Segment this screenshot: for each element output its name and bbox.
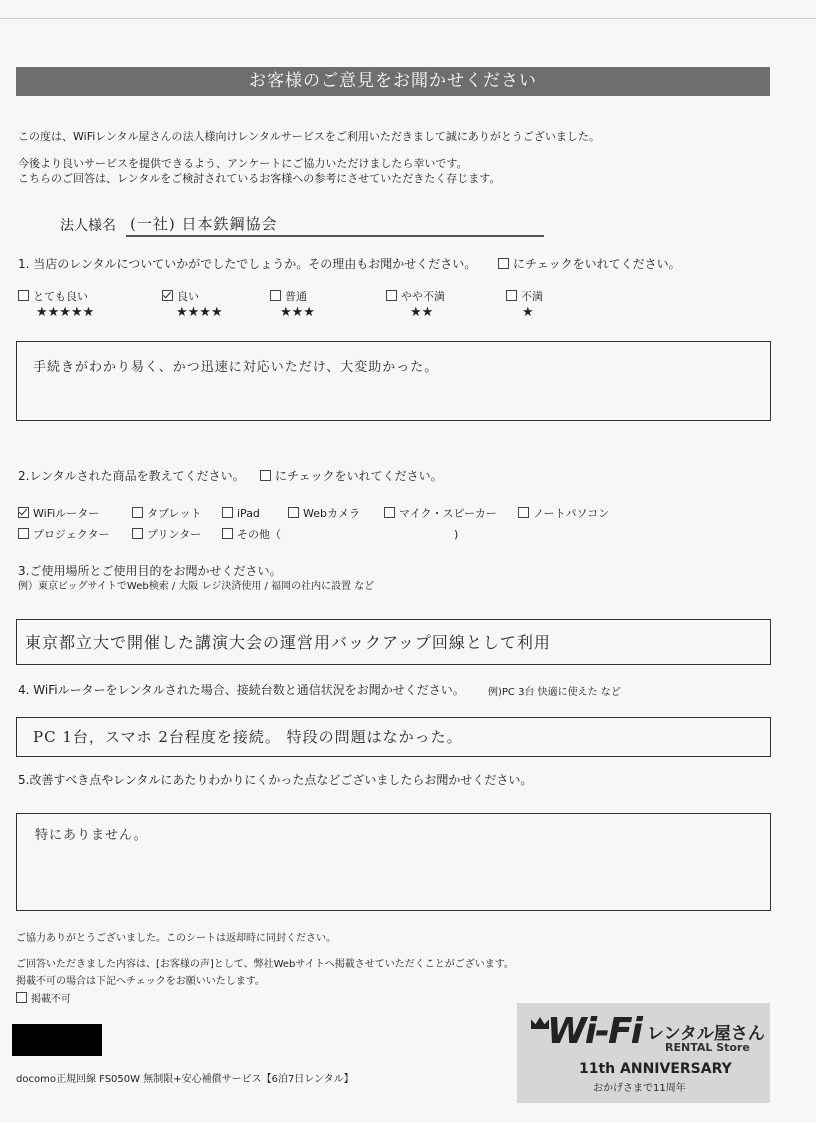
- intro-line-1: この度は、WiFiレンタル屋さんの法人様向けレンタルサービスをご利用いただきまして誠にありがとうございました。: [18, 130, 600, 143]
- q1-option-good-checkbox[interactable]: [162, 290, 173, 301]
- q1-option-somewhat-dissatisfied-label: やや不満: [401, 290, 445, 303]
- q2-option-other-label: その他（: [237, 528, 281, 541]
- footer-thanks: ご協力ありがとうございました。このシートは返却時に同封ください。: [16, 933, 336, 944]
- q1-note-text: にチェックをいれてください。: [513, 257, 681, 271]
- q2-note-text: にチェックをいれてください。: [275, 469, 443, 483]
- q1-option-normal-label: 普通: [285, 290, 307, 303]
- intro-line-2: 今後より良いサービスを提供できるよう、アンケートにご協力いただけましたら幸いです。: [18, 157, 468, 170]
- q2-option-projector[interactable]: [18, 528, 110, 541]
- page-title: お客様のご意見をお聞かせください: [16, 67, 770, 96]
- q3-answer-box[interactable]: [16, 619, 771, 665]
- q1-option-very-good-label: とても良い: [33, 290, 88, 303]
- q1-answer-text: 手続きがわかり易く、かつ迅速に対応いただけ、大変助かった。: [33, 360, 439, 375]
- q1-option-very-good-stars: ★★★★★: [36, 305, 95, 320]
- q1-option-good-stars: ★★★★: [176, 305, 223, 320]
- q2-note: [260, 470, 443, 483]
- q1-option-very-good[interactable]: [18, 290, 88, 303]
- no-publish-option[interactable]: [16, 992, 71, 1006]
- q2-option-mic-speaker-label: マイク・スピーカー: [399, 507, 497, 520]
- q4-question: 4. WiFiルーターをレンタルされた場合、接続台数と通信状況をお聞かせください。: [18, 683, 465, 697]
- q2-option-projector-checkbox[interactable]: [18, 528, 29, 539]
- q5-question: 5.改善すべき点やレンタルにあたりわかりにくかった点などございましたらお聞かせください。: [18, 773, 533, 787]
- q3-example: 例）東京ビッグサイトでWeb検索 / 大阪 レジ決済使用 / 福岡の社内に設置 など: [18, 581, 375, 592]
- logo-anniversary: 11th ANNIVERSARY: [579, 1061, 732, 1077]
- q1-option-dissatisfied-stars: ★: [522, 305, 534, 320]
- q1-option-dissatisfied[interactable]: [506, 290, 543, 303]
- top-border-line: [0, 18, 816, 19]
- store-logo: [517, 1003, 770, 1103]
- q5-answer-text: 特にありません。: [35, 828, 148, 843]
- company-name-label: 法人様名: [60, 218, 116, 234]
- q2-option-webcam-checkbox[interactable]: [288, 507, 299, 518]
- q1-question: 1. 当店のレンタルについていかがでしたでしょうか。その理由もお聞かせください。: [18, 257, 477, 271]
- no-publish-label: 掲載不可: [31, 994, 71, 1005]
- logo-rental: レンタル屋さん: [647, 1024, 765, 1044]
- q2-option-wifi-router-checkbox[interactable]: [18, 507, 29, 518]
- logo-thanks: おかげさまで11周年: [593, 1083, 686, 1094]
- footer-publish-2: 掲載不可の場合は下記へチェックをお願いいたします。: [16, 976, 265, 987]
- q2-option-tablet-label: タブレット: [147, 507, 202, 520]
- q2-option-projector-label: プロジェクター: [33, 528, 110, 541]
- intro-line-3: こちらのご回答は、レンタルをご検討されているお客様への参考にさせていただきたく存じます。: [18, 172, 501, 185]
- q1-option-normal-checkbox[interactable]: [270, 290, 281, 301]
- q4-answer-box[interactable]: [16, 717, 771, 757]
- q2-option-ipad[interactable]: [222, 507, 260, 520]
- q2-option-printer-label: プリンター: [147, 528, 202, 541]
- q1-answer-box[interactable]: [16, 341, 771, 421]
- q1-option-normal[interactable]: [270, 290, 307, 303]
- company-name-field[interactable]: [126, 213, 544, 237]
- q3-answer-text: 東京都立大で開催した講演大会の運営用バックアップ回線として利用: [25, 633, 551, 652]
- q1-note-checkbox-icon: [498, 258, 509, 269]
- q2-option-tablet[interactable]: [132, 507, 201, 520]
- q5-answer-box[interactable]: [16, 813, 771, 911]
- q1-option-normal-stars: ★★★: [280, 305, 315, 320]
- q1-note: [498, 258, 681, 271]
- q2-option-wifi-router-label: WiFiルーター: [33, 507, 100, 520]
- q1-option-dissatisfied-label: 不満: [521, 290, 543, 303]
- q2-option-laptop-label: ノートパソコン: [533, 507, 610, 520]
- q2-option-ipad-checkbox[interactable]: [222, 507, 233, 518]
- q1-option-very-good-checkbox[interactable]: [18, 290, 29, 301]
- q2-option-other-checkbox[interactable]: [222, 528, 233, 539]
- q2-option-mic-speaker[interactable]: [384, 507, 497, 520]
- q2-option-wifi-router[interactable]: [18, 507, 99, 520]
- q4-answer-text: PC 1台，スマホ 2台程度を接続。 特段の問題はなかった。: [33, 728, 463, 746]
- q2-option-laptop-checkbox[interactable]: [518, 507, 529, 518]
- q2-option-printer[interactable]: [132, 528, 201, 541]
- footer-publish-1: ご回答いただきました内容は、[お客様の声]として、弊社Webサイトへ掲載させていただくことがございます。: [16, 959, 514, 970]
- q2-option-printer-checkbox[interactable]: [132, 528, 143, 539]
- q2-option-other-close: ): [454, 528, 459, 541]
- q3-question: 3.ご使用場所とご使用目的をお聞かせください。: [18, 564, 282, 578]
- logo-store: RENTAL Store: [665, 1041, 750, 1054]
- q4-example: 例)PC 3台 快適に使えた など: [488, 687, 621, 698]
- no-publish-checkbox[interactable]: [16, 992, 27, 1003]
- q1-option-somewhat-dissatisfied-stars: ★★: [410, 305, 434, 320]
- q2-option-webcam[interactable]: [288, 507, 360, 520]
- q2-option-mic-speaker-checkbox[interactable]: [384, 507, 395, 518]
- logo-brand: Wi-Fi: [547, 1011, 641, 1052]
- q2-option-laptop[interactable]: [518, 507, 609, 520]
- q2-note-checkbox-icon: [260, 470, 271, 481]
- footer-product-info: docomo正規回線 FS050W 無制限+安心補償サービス【6泊7日レンタル】: [16, 1074, 354, 1085]
- company-name-value: (一社) 日本鉄鋼協会: [130, 215, 278, 233]
- redacted-block: [12, 1024, 102, 1056]
- q2-question: 2.レンタルされた商品を教えてください。: [18, 469, 245, 483]
- q1-option-somewhat-dissatisfied-checkbox[interactable]: [386, 290, 397, 301]
- q2-option-other[interactable]: [222, 528, 281, 541]
- q1-option-good[interactable]: [162, 290, 199, 303]
- q1-option-somewhat-dissatisfied[interactable]: [386, 290, 445, 303]
- q2-option-tablet-checkbox[interactable]: [132, 507, 143, 518]
- q1-option-good-label: 良い: [177, 290, 199, 303]
- q2-option-ipad-label: iPad: [237, 507, 260, 520]
- q2-option-webcam-label: Webカメラ: [303, 507, 360, 520]
- q1-option-dissatisfied-checkbox[interactable]: [506, 290, 517, 301]
